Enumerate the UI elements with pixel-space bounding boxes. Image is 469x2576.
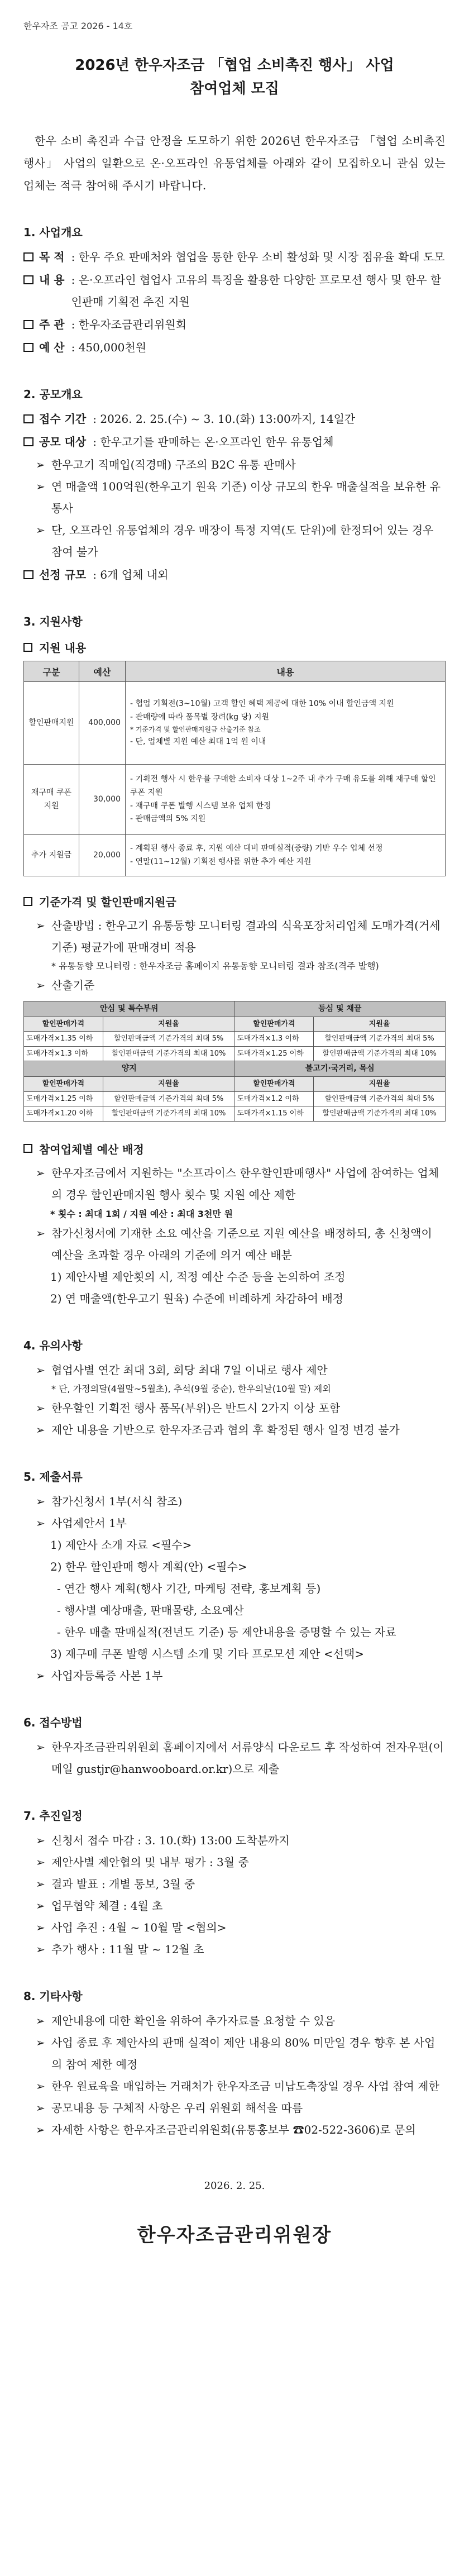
table-row: 도매가격×1.20 이하 할인판매금액 기준가격의 최대 10% 도매가격×1.15 이하 할인판매금액 기준가격의 최대 10%: [24, 1106, 446, 1122]
document-item: ➢ 참가신청서 1부(서식 참조): [36, 1495, 183, 1509]
schedule-item: ➢ 제안사별 제안협의 및 내부 평가 : 3월 중: [36, 1855, 249, 1869]
checkbox-square-icon: [23, 570, 34, 579]
target-sub-item: ➢ 단, 오프라인 유통업체의 경우 매장이 특정 지역(도 단위)에 한정되어 있는 경우 참여 불가: [36, 523, 434, 559]
checkbox-square-icon: [23, 437, 34, 446]
target-sub-item: ➢ 연 매출액 100억원(한우고기 원육 기준) 이상 규모의 한우 매출실적을 보유한 유통사: [36, 480, 441, 516]
price-note: * 유통동향 모니터링 : 한우자조금 홈페이지 유통동향 모니터링 결과 참조(격주 발행): [51, 961, 379, 972]
document-sub: 1) 제안사 소개 자료 <필수>: [50, 1538, 192, 1552]
other-item: ➢ 공모내용 등 구체적 사항은 우리 위원회 해석을 따름: [36, 2101, 303, 2115]
issuing-organization: 한우자조금관리위원장: [137, 2224, 332, 2247]
document-sub: 3) 재구매 쿠폰 발행 시스템 소개 및 기타 프로모션 제안 <선택>: [50, 1647, 364, 1661]
checkbox-square-icon: [23, 1144, 32, 1153]
overview-organizer: 주 관 : 한우자조금관리위원회: [23, 314, 446, 336]
caution-item: ➢ 제안 내용을 기반으로 한우자조금과 협의 후 확정된 행사 일정 변경 불가: [36, 1423, 400, 1437]
overview-purpose: 목 적 : 한우 주요 판매처와 협업을 통한 한우 소비 활성화 및 시장 점유율 확대 도모: [23, 246, 446, 268]
table-row: 도매가격×1.3 이하 할인판매금액 기준가격의 최대 10% 도매가격×1.25 이하 할인판매금액 기준가격의 최대 10%: [24, 1046, 446, 1061]
notice-number: 한우자조 공고 2026 - 14호: [23, 21, 133, 31]
table-row: 추가 지원금 20,000 - 계획된 행사 종료 후, 지원 예산 대비 판매실적(증량) 기반 우수 업체 선정 - 연말(11~12월) 기획전 행사를 위한 추가 예산 지원: [24, 835, 446, 876]
target-sub-item: ➢ 한우고기 직매입(직경매) 구조의 B2C 유통 판매사: [36, 458, 296, 472]
section-4-title: 4. 유의사항: [23, 1339, 83, 1353]
checkbox-square-icon: [23, 252, 34, 261]
checkbox-square-icon: [23, 414, 34, 423]
section-7-title: 7. 추진일정: [23, 1809, 83, 1823]
checkbox-square-icon: [23, 320, 34, 329]
section-1-title: 1. 사업개요: [23, 226, 83, 240]
section-5-title: 5. 제출서류: [23, 1470, 83, 1484]
rate-table: 안심 및 특수부위 등심 및 채끝 할인판매가격 지원율 할인판매가격 지원율 도매가격×1.35 이하 할인판매금액 기준가격의 최대 5% 도매가격×1.3 이하 할인판매금액 기준가격의 최대 5% 도매가격×1.3 이하 할인판매금액 기준가격의 최대 10% 도매가격×1.25 이하 할인판매금액 기준가격의 최대 10% 양지 불고기·국거리, 목심 할인판매가격 지원율 할인판매가격 지원율 도매가격×1.25 이하 할인판매금액 기준가격의 최대 5% 도매가격×1.2 이하 할인판매금액 기준가격의 최대 5% 도매가격×1.20 이하 할인판매금액 기준가격의 최대 10% 도매가격×1.15 이하 할인판매금액 기준가격의 최대 10%: [23, 1001, 446, 1122]
price-heading: 기준가격 및 할인판매지원금: [23, 893, 446, 909]
caution-item: ➢ 한우할인 기획전 행사 품목(부위)은 반드시 2가지 이상 포함: [36, 1401, 341, 1415]
table-header: 구분: [24, 661, 79, 682]
schedule-item: ➢ 업무협약 체결 : 4월 초: [36, 1899, 163, 1913]
table-row: 도매가격×1.35 이하 할인판매금액 기준가격의 최대 5% 도매가격×1.3 이하 할인판매금액 기준가격의 최대 5%: [24, 1032, 446, 1047]
table-row: 도매가격×1.25 이하 할인판매금액 기준가격의 최대 5% 도매가격×1.2 이하 할인판매금액 기준가격의 최대 5%: [24, 1091, 446, 1106]
schedule-item: ➢ 신청서 접수 마감 : 3. 10.(화) 13:00 도착분까지: [36, 1834, 290, 1848]
checkbox-square-icon: [23, 275, 34, 284]
section-3-title: 3. 지원사항: [23, 615, 83, 629]
checkbox-square-icon: [23, 343, 34, 352]
selection-scale: 선정 규모 : 6개 업체 내외: [23, 564, 446, 586]
other-item: ➢ 사업 종료 후 제안사의 판매 실적이 제안 내용의 80% 미만일 경우 향후 본 사업의 참여 제한 예정: [36, 2036, 436, 2072]
budget-rule: 2) 연 매출액(한우고기 원육) 수준에 비례하게 차감하여 배정: [50, 1292, 343, 1306]
table-row: 할인판매지원 400,000 - 협업 기획전(3~10월) 고객 할인 혜택 제공에 대한 10% 이내 할인금액 지원 - 판매량에 따라 품목별 장려(kg 당) 지원 * 기준가격 및 할인판매지원금 산출기준 참조 - 단, 업체별 지원 예산 최대 1억 원 이내: [24, 682, 446, 765]
rate-label: ➢ 산출기준: [36, 978, 95, 992]
table-header: 내용: [126, 661, 446, 682]
document-detail: - 행사별 예상매출, 판매물량, 소요예산: [57, 1604, 244, 1618]
application-period: 접수 기간 : 2026. 2. 25.(수) ~ 3. 10.(화) 13:00까지, 14일간: [23, 408, 446, 430]
budget-limit-note: * 횟수 : 최대 1회 / 지원 예산 : 최대 3천만 원: [50, 1208, 233, 1219]
budget-sub-item: ➢ 한우자조금에서 지원하는 "소프라이스 한우할인판매행사" 사업에 참여하는 업체의 경우 할인판매지원 행사 횟수 및 지원 예산 제한: [36, 1166, 439, 1201]
other-item: ➢ 제안내용에 대한 확인을 위하여 추가자료를 요청할 수 있음: [36, 2014, 336, 2028]
document-detail: - 한우 매출 판매실적(전년도 기준) 등 제안내용을 증명할 수 있는 자료: [57, 1625, 396, 1639]
support-content-heading: 지원 내용: [23, 639, 446, 655]
title-line-2: 참여업체 모집: [190, 80, 279, 97]
overview-content: 내 용 : 온·오프라인 협업사 고유의 특징을 활용한 다양한 프로모션 행사 및 한우 할인판매 기획전 추진 지원: [23, 269, 446, 313]
budget-rule: 1) 제안사별 제안횟의 시, 적정 예산 수준 등을 논의하여 조정: [50, 1270, 346, 1284]
application-target: 공모 대상 : 한우고기를 판매하는 온·오프라인 한우 유통업체: [23, 431, 446, 453]
other-item: ➢ 한우 원료육을 매입하는 거래처가 한우자조금 미납도축장일 경우 사업 참여 제한: [36, 2079, 439, 2093]
document-item: ➢ 사업자등록증 사본 1부: [36, 1669, 163, 1683]
overview-budget: 예 산 : 450,000천원: [23, 337, 446, 359]
notice-title: [23, 54, 446, 101]
budget-sub-item: ➢ 참가신청서에 기재한 소요 예산을 기준으로 지원 예산을 배정하되, 총 신청액이 예산을 초과할 경우 아래의 기준에 의거 예산 배분: [36, 1227, 432, 1262]
intro-paragraph: 한우 소비 촉진과 수급 안정을 도모하기 위한 2026년 한우자조금 「협업 소비촉진 행사」 사업의 일환으로 온·오프라인 유통업체를 아래와 같이 모집하오니 관심 있는 업체는 적극 참여해 주시기 바랍니다.: [23, 134, 446, 193]
other-item: ➢ 자세한 사항은 한우자조금관리위원회(유통홍보부 ☎02-522-3606)로 문의: [36, 2123, 416, 2137]
checkbox-square-icon: [23, 643, 32, 652]
budget-allocation-heading: 참여업체별 예산 배정: [23, 1141, 446, 1157]
caution-note: * 단, 가정의달(4월말~5월초), 추석(9월 중순), 한우의날(10월 말) 제외: [51, 1384, 331, 1395]
price-method: ➢ 산출방법 : 한우고기 유통동향 모니터링 결과의 식육포장처리업체 도매가격(거세 기준) 평균가에 판매경비 적용: [36, 919, 441, 955]
checkbox-square-icon: [23, 897, 32, 906]
document-item: ➢ 사업제안서 1부: [36, 1516, 127, 1530]
notice-date: 2026. 2. 25.: [204, 2180, 265, 2192]
table-header: 예산: [79, 661, 126, 682]
section-6-title: 6. 접수방법: [23, 1716, 83, 1730]
document-sub: 2) 한우 할인판매 행사 계획(안) <필수>: [50, 1560, 247, 1574]
caution-item: ➢ 협업사별 연간 최대 3회, 회당 최대 7일 이내로 행사 제안: [36, 1363, 328, 1377]
title-line-1: 2026년 한우자조금 「협업 소비촉진 행사」 사업: [75, 57, 394, 74]
section-2-title: 2. 공모개요: [23, 388, 83, 402]
document-detail: - 연간 행사 계획(행사 기간, 마케팅 전략, 홍보계획 등): [57, 1582, 321, 1596]
schedule-item: ➢ 사업 추진 : 4월 ~ 10월 말 <협의>: [36, 1921, 227, 1935]
table-row: 재구매 쿠폰 지원 30,000 - 기획전 행사 시 한우를 구매한 소비자 대상 1~2주 내 추가 구매 유도를 위해 재구매 할인 쿠폰 지원 - 재구매 쿠폰 발행 시스템 보유 업체 한정 - 판매금액의 5% 지원: [24, 765, 446, 835]
submission-method: ➢ 한우자조금관리위원회 홈페이지에서 서류양식 다운로드 후 작성하여 전자우편(이메일 gustjr@hanwooboard.or.kr)으로 제출: [36, 1740, 444, 1776]
support-table: [23, 661, 446, 876]
schedule-item: ➢ 추가 행사 : 11월 말 ~ 12월 초: [36, 1943, 204, 1957]
section-8-title: 8. 기타사항: [23, 1990, 83, 2003]
schedule-item: ➢ 결과 발표 : 개별 통보, 3월 중: [36, 1877, 195, 1891]
